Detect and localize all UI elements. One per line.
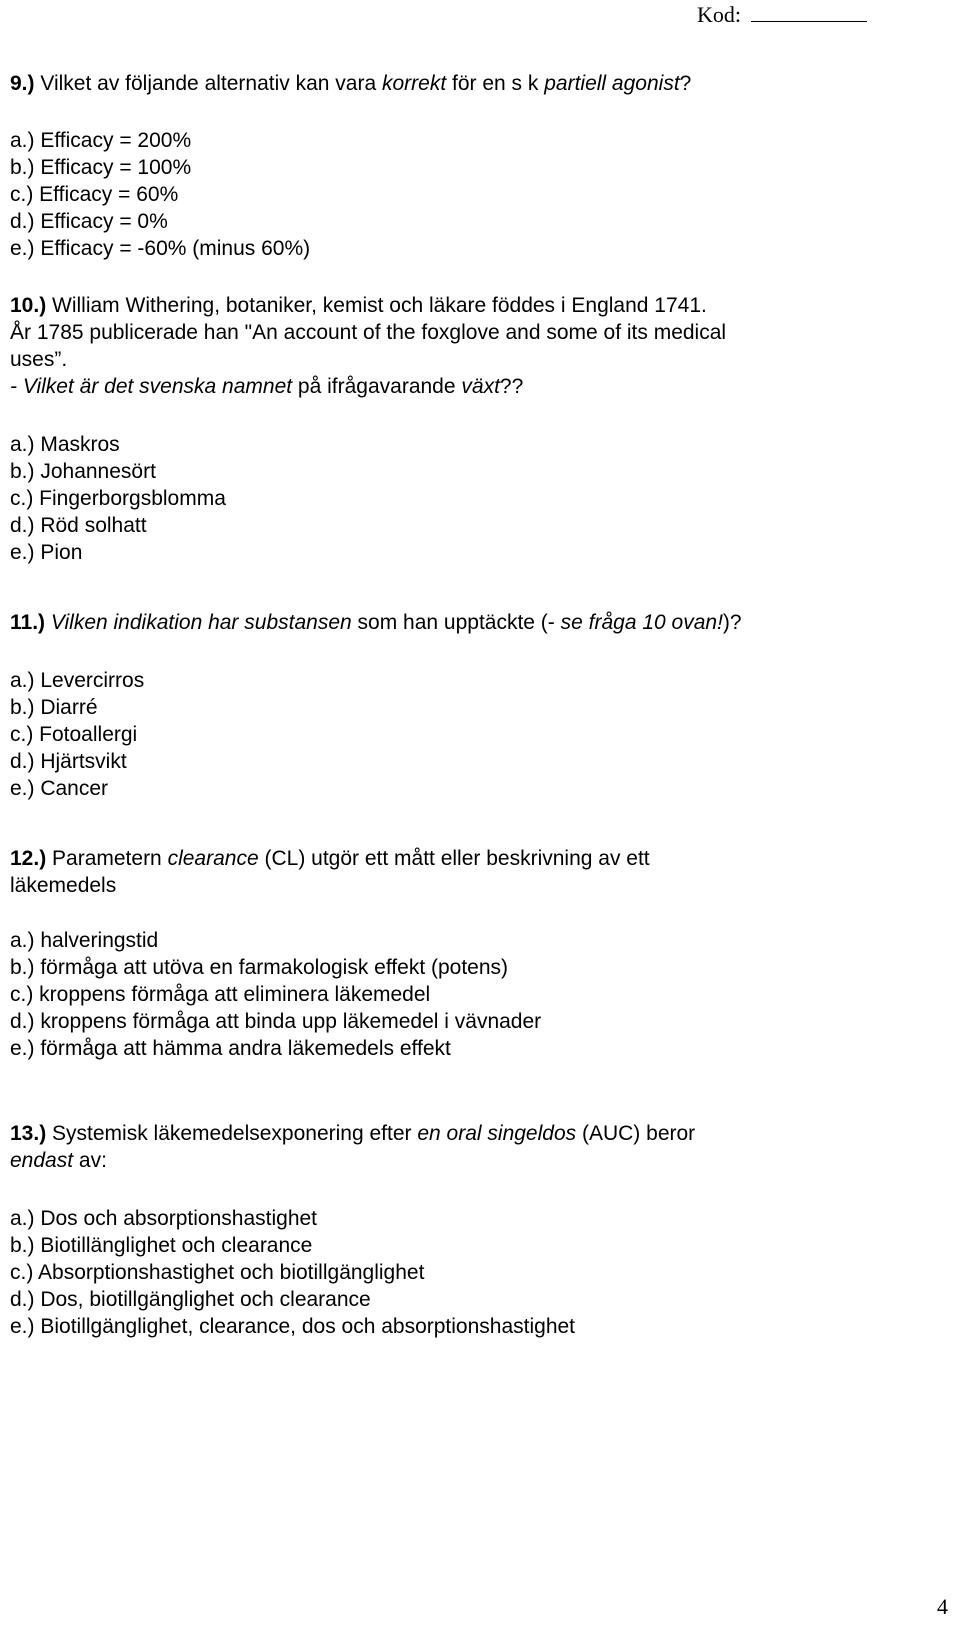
question-text: (CL) utgör ett mått eller beskrivning av ett [258, 847, 650, 870]
question-13-text [10, 1120, 695, 1148]
answer-option[interactable]: b.) förmåga att utöva en farmakologisk effekt (potens) [10, 956, 509, 979]
code-label: Kod: [697, 2, 741, 27]
answer-option[interactable]: a.) Dos och absorptionshastighet [10, 1207, 318, 1230]
answer-option[interactable]: b.) Diarré [10, 696, 98, 719]
answer-option[interactable]: b.) Johannesört [10, 460, 156, 483]
answer-option[interactable]: a.) Efficacy = 200% [10, 129, 192, 152]
question-text-italic: en oral singeldos [417, 1122, 577, 1145]
question-text-italic: se fråga 10 ovan! [560, 611, 723, 634]
question-text: uses”. [10, 348, 68, 371]
question-text: av: [73, 1149, 107, 1172]
question-text: som han upptäckte (- [351, 611, 561, 634]
question-10-subquestion [10, 373, 523, 401]
question-text: Systemisk läkemedelsexponering efter [46, 1122, 418, 1145]
answer-option[interactable]: c.) kroppens förmåga att eliminera läkemedel [10, 983, 431, 1006]
answer-option[interactable]: c.) Absorptionshastighet och biotillgänglighet [10, 1261, 425, 1284]
question-10-number: 10.) [10, 294, 47, 317]
question-11-text [10, 609, 742, 637]
answer-option[interactable]: c.) Fotoallergi [10, 723, 138, 746]
question-text-italic: clearance [167, 847, 259, 870]
question-12-text [10, 845, 650, 873]
question-text: År 1785 publicerade han "An account of the foxglove and some of its medical [10, 321, 727, 344]
question-text-italic: endast [10, 1149, 74, 1172]
question-text-italic: växt [461, 375, 500, 398]
answer-option[interactable]: d.) Efficacy = 0% [10, 210, 168, 233]
answer-option[interactable]: a.) Maskros [10, 433, 120, 456]
question-text-italic: Vilken indikation har substansen [45, 611, 352, 634]
code-blank-line[interactable] [751, 3, 867, 22]
answer-option[interactable]: c.) Fingerborgsblomma [10, 487, 226, 510]
question-9-text [10, 70, 691, 98]
answer-option[interactable]: e.) Pion [10, 541, 83, 564]
question-text: )? [722, 611, 742, 634]
answer-option[interactable]: d.) Hjärtsvikt [10, 750, 127, 773]
question-text-italic: - Vilket är det svenska namnet [10, 375, 293, 398]
question-13-number: 13.) [10, 1122, 47, 1145]
question-text: läkemedels [10, 874, 117, 897]
question-text: William Withering, botaniker, kemist och läkare föddes i England 1741. [46, 294, 707, 317]
answer-option[interactable]: e.) Efficacy = -60% (minus 60%) [10, 237, 311, 260]
question-text: på ifrågavarande [292, 375, 462, 398]
question-text: Vilket av följande alternativ kan vara [34, 72, 382, 95]
answer-option[interactable]: b.) Efficacy = 100% [10, 156, 192, 179]
question-text-italic: partiell agonist [544, 72, 680, 95]
question-text: ?? [499, 375, 524, 398]
answer-option[interactable]: b.) Biotillänglighet och clearance [10, 1234, 313, 1257]
page-number: 4 [937, 1594, 948, 1619]
answer-option[interactable]: d.) kroppens förmåga att binda upp läkemedel i vävnader [10, 1010, 542, 1033]
question-text: (AUC) beror [576, 1122, 696, 1145]
answer-option[interactable]: e.) Biotillgänglighet, clearance, dos och absorptionshastighet [10, 1315, 576, 1338]
question-text: ? [679, 72, 692, 95]
question-text-italic: korrekt [382, 72, 447, 95]
answer-option[interactable]: e.) Cancer [10, 777, 109, 800]
question-10-text [10, 292, 707, 320]
answer-option[interactable]: c.) Efficacy = 60% [10, 183, 179, 206]
question-13-text-cont [10, 1147, 107, 1175]
answer-option[interactable]: d.) Dos, biotillgänglighet och clearance [10, 1288, 371, 1311]
question-12-number: 12.) [10, 847, 47, 870]
answer-option[interactable]: d.) Röd solhatt [10, 514, 147, 537]
answer-option[interactable]: a.) halveringstid [10, 929, 159, 952]
question-11-number: 11.) [10, 611, 46, 634]
question-text: för en s k [446, 72, 545, 95]
answer-option[interactable]: a.) Levercirros [10, 669, 145, 692]
question-text: Parametern [46, 847, 168, 870]
question-9-number: 9.) [10, 72, 35, 95]
code-field [697, 2, 867, 28]
answer-option[interactable]: e.) förmåga att hämma andra läkemedels effekt [10, 1037, 451, 1060]
